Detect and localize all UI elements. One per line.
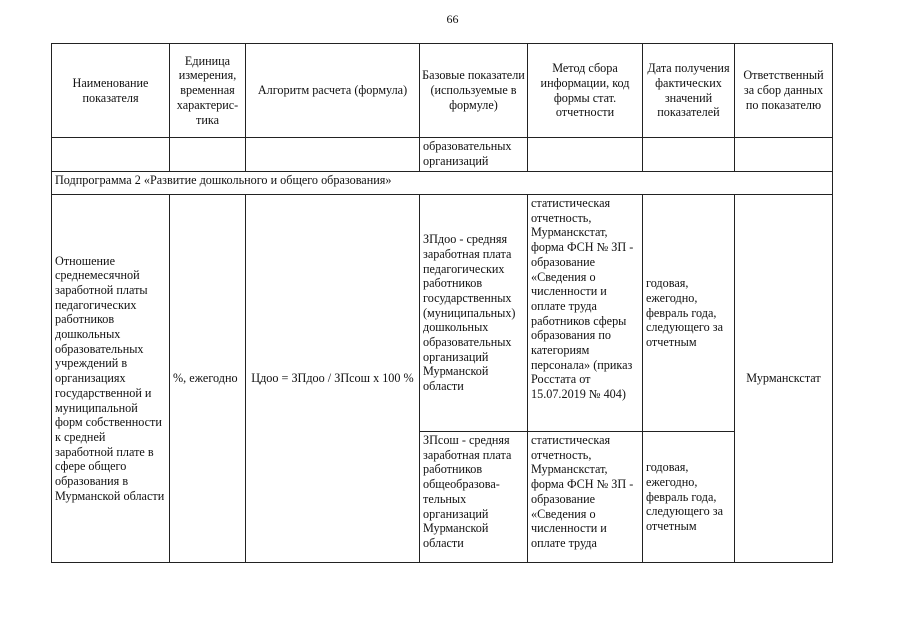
header-formula: Алгоритм расчета (формула) bbox=[246, 44, 420, 138]
empty-cell bbox=[52, 138, 170, 172]
empty-cell bbox=[735, 138, 833, 172]
header-base-indicators: Базовые показатели (используемые в формуле) bbox=[420, 44, 528, 138]
empty-cell bbox=[170, 138, 246, 172]
continuation-base-cell: образовательных организаций bbox=[420, 138, 528, 172]
unit-cell: %, ежегодно bbox=[170, 195, 246, 563]
date-cell: годовая, ежегодно, февраль года, следующего за отчетным bbox=[643, 432, 735, 563]
responsible-cell: Мурманскстат bbox=[735, 195, 833, 563]
empty-cell bbox=[246, 138, 420, 172]
empty-cell bbox=[643, 138, 735, 172]
date-cell: годовая, ежегодно, февраль года, следующего за отчетным bbox=[643, 195, 735, 432]
indicator-row-1 bbox=[52, 195, 833, 432]
formula-cell: Цдоо = ЗПдоо / ЗПсош х 100 % bbox=[246, 195, 420, 563]
method-cell: статистическая отчетность, Мурманскстат, форма ФСН № ЗП - образование «Сведения о численности и оплате труда bbox=[528, 432, 643, 563]
continuation-row bbox=[52, 138, 833, 172]
method-cell: статистическая отчетность, Мурманскстат, форма ФСН № ЗП - образование «Сведения о численности и оплате труда работников сферы образования по категориям персонала» (приказ Росстата от 15.07.2019 № 404) bbox=[528, 195, 643, 432]
header-unit: Единица измерения, временная характерис-тика bbox=[170, 44, 246, 138]
header-date: Дата получения фактических значений показателей bbox=[643, 44, 735, 138]
page-number: 66 bbox=[446, 12, 459, 26]
base-indicator-cell: ЗПдоо - средняя заработная плата педагогических работников государственных (муниципальных) дошкольных образовательных организаций Мурманской области bbox=[420, 195, 528, 432]
indicator-name-cell: Отношение среднемесячной заработной платы педагогических работников дошкольных образовательных учреждений в организациях государственной и муниципальной форм собственности к средней заработной плате в сфере общего образования в Мурманской области bbox=[52, 195, 170, 563]
subprogram-row bbox=[52, 172, 833, 195]
subprogram-title: Подпрограмма 2 «Развитие дошкольного и общего образования» bbox=[52, 172, 833, 195]
header-row bbox=[52, 44, 833, 138]
base-indicator-cell: ЗПсош - средняя заработная плата работников общеобразова-тельных организаций Мурманской области bbox=[420, 432, 528, 563]
header-indicator-name: Наименование показателя bbox=[52, 44, 170, 138]
header-responsible: Ответственный за сбор данных по показателю bbox=[735, 44, 833, 138]
indicators-table bbox=[51, 43, 833, 563]
header-collection-method: Метод сбора информации, код формы стат. отчетности bbox=[528, 44, 643, 138]
empty-cell bbox=[528, 138, 643, 172]
